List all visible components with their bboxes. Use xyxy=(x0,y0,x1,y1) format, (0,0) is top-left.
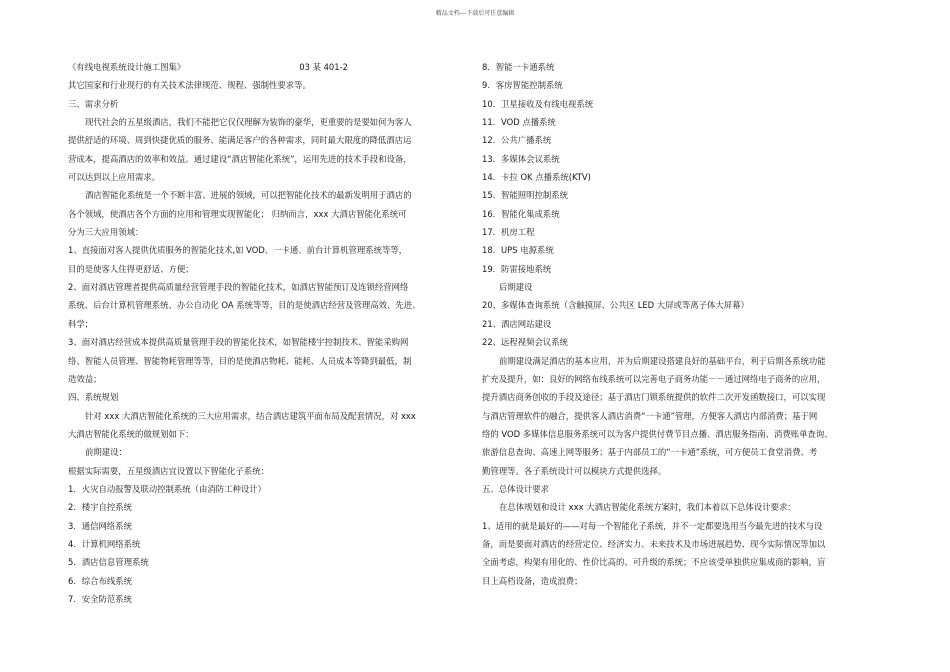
text-line: 其它国家和行业现行的有关技术法律规范、规程、强制性要求等。 xyxy=(68,80,311,91)
text-line: 6．综合布线系统 xyxy=(68,575,132,586)
text-line: 5．酒店信息管理系统 xyxy=(68,557,149,568)
text-line: 2．楼宇自控系统 xyxy=(68,502,132,513)
text-line: 提升酒店商务创收的手段及途径；基于酒店门锁系统提供的软件二次开发函数接口，可以实现 xyxy=(482,392,826,403)
reference-book-title: 《有线电视系统设计施工图集》 xyxy=(68,62,186,72)
text-line: 针对 xxx 大酒店智能化系统的三大应用需求，结合酒店建筑平面布局及配套情况，对 xxx xyxy=(85,410,416,421)
text-line: 前期建设： xyxy=(85,447,127,458)
text-line: 酒店智能化系统是一个不断丰富、进展的领域，可以把智能化技术的最新发明用于酒店的 xyxy=(85,190,412,201)
text-line: 19．防雷接地系统 xyxy=(482,263,552,274)
reference-line xyxy=(68,58,472,76)
text-line: 8．智能一卡通系统 xyxy=(482,62,555,72)
text-line: 三、需求分析 xyxy=(68,98,119,109)
text-line: 五、总体设计要求 xyxy=(482,483,549,494)
text-line: 1、直接面对客人提供优质服务的智能化技术,如 VOD、一卡通、前台计算机管理系统等等， xyxy=(68,245,408,256)
text-line: 络的 VOD 多媒体信息服务系统可以为客户提供付费节目点播、酒店服务指南、消费账单查询、 xyxy=(482,428,833,439)
text-line: 旅游信息查询、高速上网等服务；基于内部员工的“一卡通”系统，可方便员工食堂消费、考 xyxy=(482,447,818,458)
text-line: 9．客房智能控制系统 xyxy=(482,80,563,91)
text-line: 四、系统规划 xyxy=(68,392,119,403)
text-line: 与酒店管理软件的融合，提供客人酒店消费“一卡通”管理，方便客人酒店内部消费；基于网 xyxy=(482,410,818,421)
text-line: 15．智能照明控制系统 xyxy=(482,190,569,201)
text-line: 21、酒店网站建设 xyxy=(482,318,552,329)
text-line: 11．VOD 点播系统 xyxy=(482,117,556,128)
text-line: 系统、后台计算机管理系统、办公自动化 OA 系统等等，目的是使酒店经营及管理高效、先进、 xyxy=(68,300,421,311)
page-header: 精品文档---下载后可任意编辑 xyxy=(435,10,515,17)
text-line: 科学； xyxy=(68,318,94,329)
text-line: 全面考虑，构架有用化的、性价比高的、可升级的系统；不应该受单独供应集成商的影响，盲 xyxy=(482,557,826,568)
text-line: 1、适用的就是最好的——对每一个智能化子系统，并不一定都要选用当今最先进的技术与设 xyxy=(482,520,823,531)
text-line: 14．卡拉 OK 点播系统(KTV) xyxy=(482,172,591,183)
text-line: 18．UPS 电源系统 xyxy=(482,245,554,256)
text-line: 各个领域，使酒店各个方面的应用和管理实现智能化； 归纳而言，xxx 大酒店智能化系统可 xyxy=(68,208,407,219)
text-line: 目的是使客人住得更舒适、方便； xyxy=(68,263,194,274)
text-line: 造效益； xyxy=(68,373,102,384)
text-line: 勤管理等。各子系统设计可以模块方式提供选择。 xyxy=(482,465,667,476)
text-line: 络、智能人员管理、智能物耗管理等等，目的是使酒店物耗、能耗、人员成本等降到最低，制 xyxy=(68,355,412,366)
text-line: 目上高档设备，造成浪费； xyxy=(482,575,583,586)
text-line: 在总体规划和设计 xxx 大酒店智能化系统方案时，我们本着以下总体设计要求： xyxy=(499,502,796,513)
text-line: 12．公共广播系统 xyxy=(482,135,552,146)
text-line: 后期建设 xyxy=(499,282,533,293)
text-line: 大酒店智能化系统的做规划如下： xyxy=(68,428,194,439)
text-line: 可以达到以上应用需求。 xyxy=(68,172,161,183)
text-line: 4．计算机网络系统 xyxy=(68,538,141,549)
text-line: 7．安全防范系统 xyxy=(68,593,132,604)
text-line: 3、面对酒店经营成本提供高质量管理手段的智能化技术，如智能楼宇控制技术、智能采购网 xyxy=(68,337,409,348)
text-line: 20、多媒体查询系统（含触摸屏、公共区 LED 大屏或等离子体大屏幕） xyxy=(482,300,749,311)
text-line: 1．火灾自动报警及联动控制系统（由消防工种设计） xyxy=(68,483,266,494)
text-line: 13．多媒体会议系统 xyxy=(482,153,560,164)
text-line: 10．卫星接收及有线电视系统 xyxy=(482,98,594,109)
text-line: 扩充及提升，如：良好的网络布线系统可以完善电子商务功能－－通过网络电子商务的应用， xyxy=(482,373,826,384)
reference-code: 03 某 401-2 xyxy=(299,62,348,72)
text-line: 分为三大应用领域： xyxy=(68,227,144,238)
text-line: 22、远程视频会议系统 xyxy=(482,337,569,348)
text-line: 16．智能化集成系统 xyxy=(482,208,560,219)
right-column xyxy=(482,58,894,590)
text-line: 营成本，提高酒店的效率和效益。通过建设“酒店智能化系统”，运用先进的技术手段和设备， xyxy=(68,153,412,164)
text-line: 备，而是要面对酒店的经营定位、经济实力、未来技术及市场进展趋势、现今实际情况等加以 xyxy=(482,538,826,549)
text-line: 2、面对酒店管理者提供高质量经营管理手段的智能化技术，如酒店智能预订及连锁经营网络 xyxy=(68,282,409,293)
text-line: 提供舒适的环境、周到快捷优质的服务、能满足客户的各种需求，同时最大限度的降低酒店运 xyxy=(68,135,412,146)
text-line: 前期建设满足酒店的基本应用，并为后期建设搭建良好的基础平台，利于后期各系统功能 xyxy=(499,355,826,366)
text-line: 3．通信网络系统 xyxy=(68,520,132,531)
text-line: 现代社会的五星级酒店，我们不能把它仅仅理解为装饰的豪华，更重要的是要如何为客人 xyxy=(85,117,412,128)
text-line: 17．机房工程 xyxy=(482,227,535,238)
left-column xyxy=(68,58,472,608)
text-line: 根据实际需要，五星级酒店宜设置以下智能化子系统： xyxy=(68,465,269,476)
